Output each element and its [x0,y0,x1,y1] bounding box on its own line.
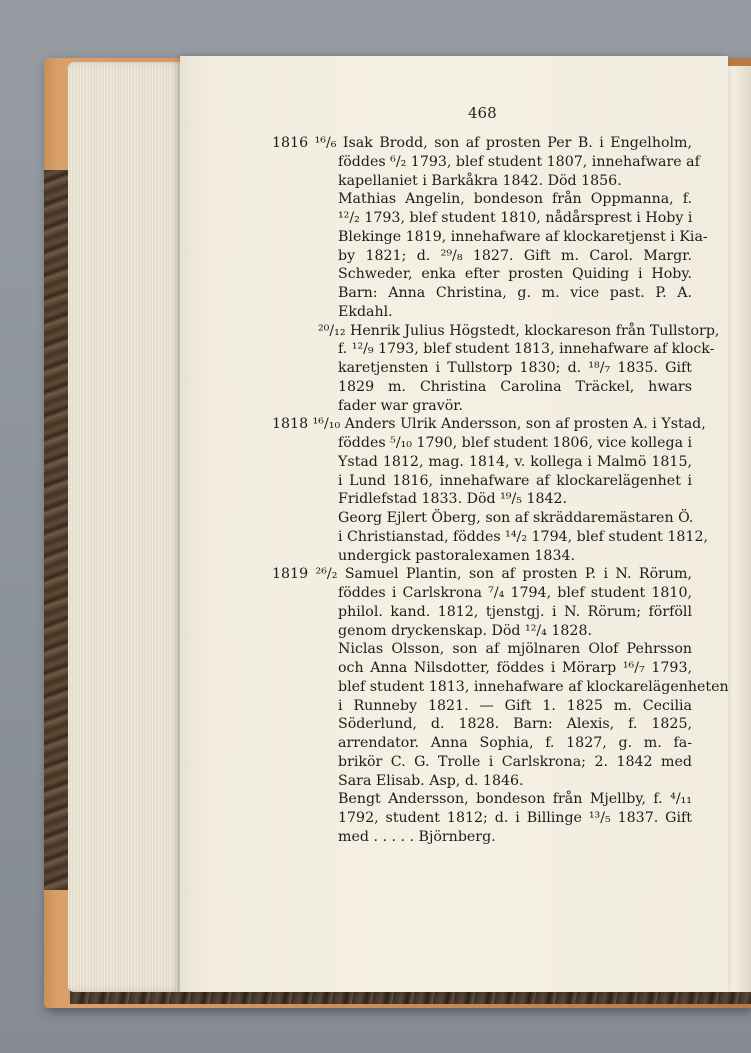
text-line: Schweder, enka efter prosten Quiding i Hoby. [338,266,692,283]
text-line: i Lund 1816, innehafware af klockarelägenhet i [338,472,692,489]
text-line: kapellaniet i Barkåkra 1842. Död 1856. [338,172,622,189]
text-line: med . . . . . Björnberg. [338,828,496,845]
text-line: by 1821; d. ²⁹/₈ 1827. Gift m. Carol. Margr. [338,247,692,264]
text-line: Bengt Andersson, bondeson från Mjellby, f. ⁴/₁₁ [338,791,692,808]
text-line: Fridlefstad 1833. Död ¹⁹/₅ 1842. [338,491,568,508]
text-line: i Christianstad, föddes ¹⁴/₂ 1794, blef student 1812, [338,528,708,545]
text-line: Ekdahl. [338,303,393,320]
text-line: Barn: Anna Christina, g. m. vice past. P. A. [338,285,692,301]
text-line: philol. kand. 1812, tjenstgj. i N. Rörum; förföll [338,603,692,620]
text-line: föddes i Carlskrona ⁷/₄ 1794, blef student 1810, [338,585,692,601]
text-line: Söderlund, d. 1828. Barn: Alexis, f. 1825, [338,716,692,733]
text-line: arrendator. Anna Sophia, f. 1827, g. m. fa- [338,735,692,751]
text-line: 1792, student 1812; d. i Billinge ¹³/₅ 1837. Gift [338,810,692,826]
text-line: Mathias Angelin, bondeson från Oppmanna, f. [338,191,692,208]
text-line: 1829 m. Christina Carolina Träckel, hwars [338,378,692,395]
text-line: 1816 ¹⁶/₆ Isak Brodd, son af prosten Per B. i Engelholm, [272,135,692,151]
text-line: 1819 ²⁶/₂ Samuel Plantin, son af prosten P. i N. Rörum, [272,566,692,583]
text-line: fader war gravör. [338,397,463,414]
text-line: undergick pastoralexamen 1834. [338,547,576,564]
marbled-edge [44,170,70,890]
text-line: Niclas Olsson, son af mjölnaren Olof Pehrsson [338,641,692,658]
text-line: ¹²/₂ 1793, blef student 1810, nådårsprest i Hoby i [338,210,693,226]
page-text [272,134,729,847]
text-line: Sara Elisab. Asp, d. 1846. [338,772,524,789]
page-edges [68,62,184,992]
text-line: och Anna Nilsdotter, föddes i Mörarp ¹⁶/₇ 1793, [338,660,692,676]
text-line: ²⁰/₁₂ Henrik Julius Högstedt, klockareson från Tullstorp, [318,322,720,339]
text-line: karetjensten i Tullstorp 1830; d. ¹⁸/₇ 1835. Gift [338,360,692,376]
text-line: 1818 ¹⁶/₁₀ Anders Ulrik Andersson, son af prosten A. i Ystad, [272,416,706,433]
text-line: i Runneby 1821. — Gift 1. 1825 m. Cecilia [338,697,692,714]
text-line: brikör C. G. Trolle i Carlskrona; 2. 1842 med [338,753,692,770]
text-line: föddes ⁶/₂ 1793, blef student 1807, innehafware af [338,153,700,170]
page-number: 468 [468,104,497,122]
text-line: f. ¹²/₉ 1793, blef student 1813, innehafware af klock- [338,341,715,358]
text-line: Georg Ejlert Öberg, son af skräddaremästaren Ö. [338,510,694,526]
text-line: Blekinge 1819, innehafware af klockaretjenst i Kia- [338,228,708,245]
text-line: genom dryckenskap. Död ¹²/₄ 1828. [338,622,592,639]
text-line: Ystad 1812, mag. 1814, v. kollega i Malmö 1815, [338,453,692,470]
text-line: blef student 1813, innehafware af klockarelägenheten [338,678,729,695]
text-line: föddes ⁵/₁₀ 1790, blef student 1806, vice kollega i [338,435,693,451]
